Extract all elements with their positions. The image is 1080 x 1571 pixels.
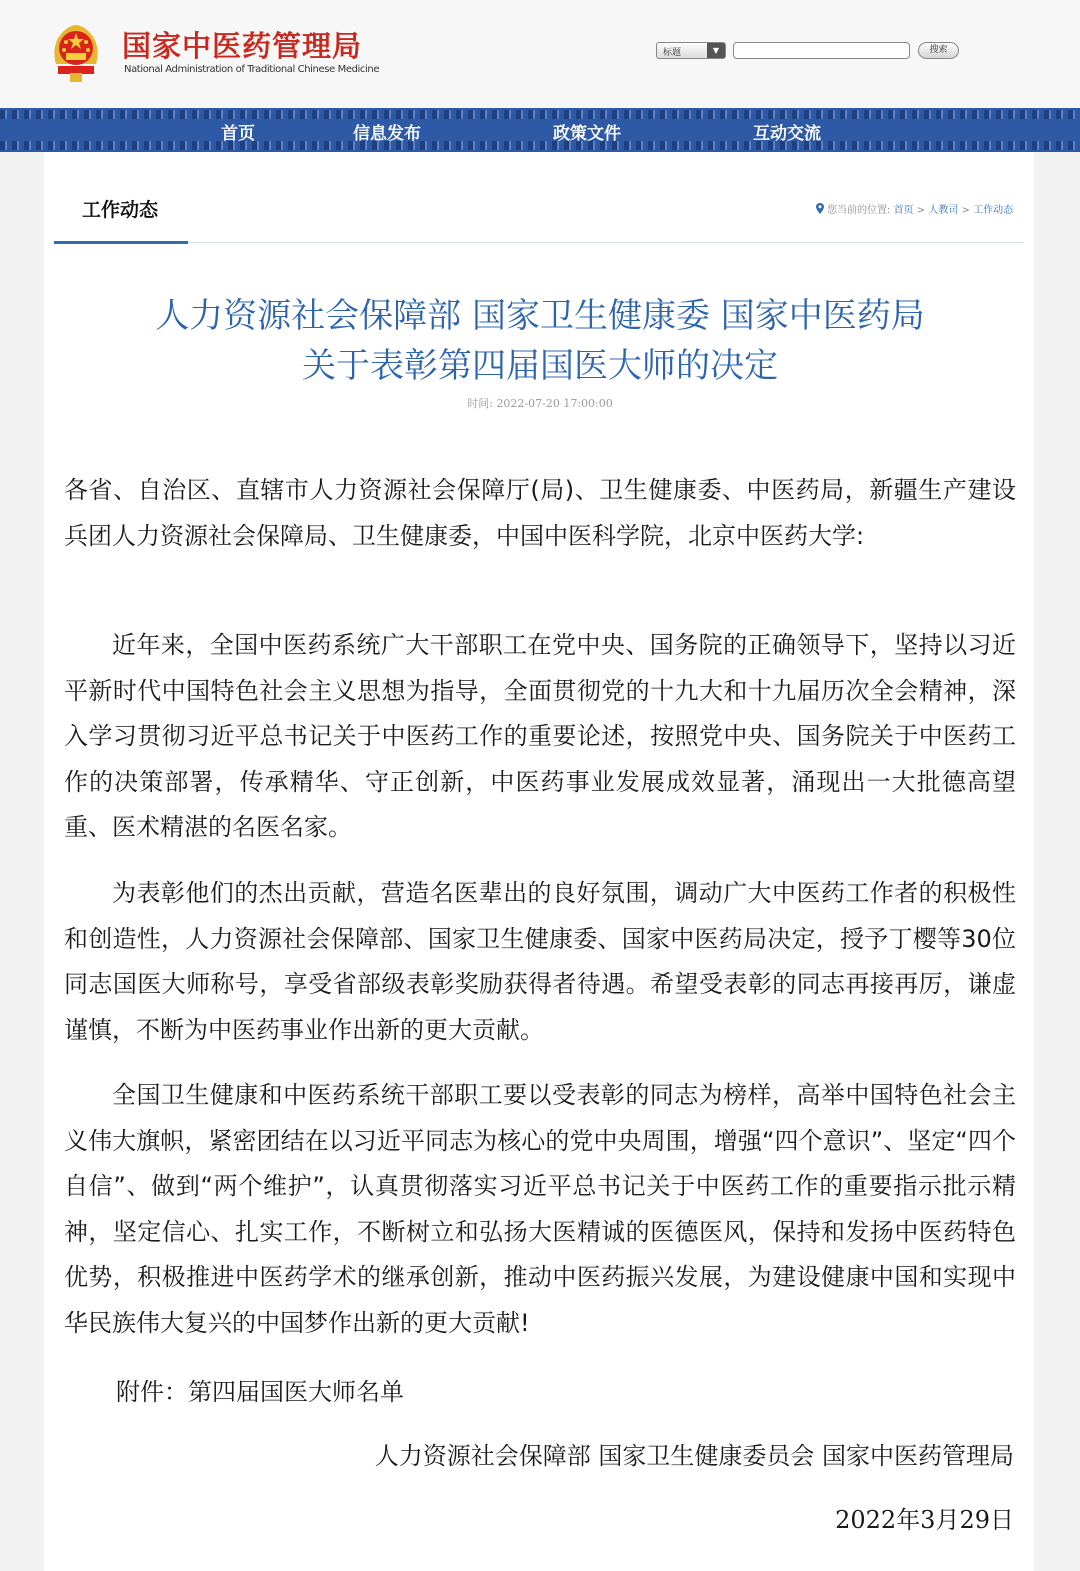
tab-active-indicator: [54, 241, 188, 244]
nav-item-news[interactable]: 信息发布: [353, 124, 421, 144]
article-paragraph: 近年来，全国中医药系统广大干部职工在党中央、国务院的正确领导下，坚持以习近平新时代中国特色社会主义思想为指导，全面贯彻党的十九大和十九届历次全会精神，深入学习贯彻习近平总书记关于中医药工作的重要论述，按照党中央、国务院关于中医药工作的决策部署，传承精华、守正创新，中医药事业发展成效显著，涌现出一大批德高望重、医术精湛的名医名家。: [64, 631, 1016, 842]
article-paragraph: 全国卫生健康和中医药系统干部职工要以受表彰的同志为榜样，高举中国特色社会主义伟大旗帜，紧密团结在以习近平同志为核心的党中央周围，增强“四个意识”、坚定“四个自信”、做到“两个维护”，认真贯彻落实习近平总书记关于中医药工作的重要指示批示精神，坚定信心、扎实工作，不断树立和弘扬大医精诚的医德医风，保持和发扬中医药特色优势，积极推进中医药学术的继承创新，推动中医药振兴发展，为建设健康中国和实现中华民族伟大复兴的中国梦作出新的更大贡献!: [64, 1081, 1016, 1337]
tab-work-news[interactable]: 工作动态: [82, 199, 159, 221]
site-header: [0, 0, 1080, 108]
article-title-line-2: 关于表彰第四届国医大师的决定: [302, 346, 778, 386]
breadcrumb-current[interactable]: 工作动态: [973, 205, 1014, 216]
nav-pattern-band: [0, 141, 1080, 150]
publish-time: [0, 395, 1080, 411]
nav-pattern-band: [0, 110, 1080, 119]
article-title-line-1: 人力资源社会保障部 国家卫生健康委 国家中医药局: [155, 296, 925, 336]
search-scope-value: 标题: [663, 48, 682, 58]
main-nav: [0, 108, 1080, 152]
location-pin-icon: [816, 203, 824, 214]
breadcrumb-separator: >: [916, 205, 926, 216]
breadcrumb: [816, 201, 1013, 216]
breadcrumb-prefix: 您当前的位置:: [827, 205, 891, 216]
chevron-down-icon[interactable]: ▼: [707, 43, 725, 58]
article-paragraph: 为表彰他们的杰出贡献，营造名医辈出的良好氛围，调动广大中医药工作者的积极性和创造性，人力资源社会保障部、国家卫生健康委、国家中医药局决定，授予丁樱等30位同志国医大师称号，享受省部级表彰奖励获得者待遇。希望受表彰的同志再接再厉，谦虚谨慎，不断为中医药事业作出新的更大贡献。: [64, 879, 1016, 1044]
breadcrumb-department[interactable]: 人教司: [928, 205, 959, 216]
publish-time-value: 2022-07-20 17:00:00: [496, 397, 613, 410]
nav-item-interaction[interactable]: 互动交流: [753, 124, 821, 144]
tab-divider: [54, 242, 1024, 243]
national-emblem-icon[interactable]: [48, 20, 104, 84]
search-input[interactable]: [733, 42, 910, 59]
search-scope-select[interactable]: [656, 42, 726, 59]
search-button[interactable]: 搜索: [918, 42, 959, 59]
breadcrumb-home[interactable]: 首页: [893, 205, 914, 216]
article-salutation: 各省、自治区、直辖市人力资源社会保障厅(局)、卫生健康委、中医药局，新疆生产建设兵团人力资源社会保障局、卫生健康委，中国中医科学院，北京中医药大学:: [64, 476, 1016, 550]
article-date: 2022年3月29日: [835, 1506, 1014, 1534]
site-subtitle: National Administration of Traditional Chinese Medicine: [124, 64, 380, 75]
publish-time-label: 时间:: [467, 397, 493, 410]
nav-item-home[interactable]: 首页: [221, 124, 255, 144]
article-attachment[interactable]: 附件：第四届国医大师名单: [116, 1378, 404, 1406]
nav-item-policy[interactable]: 政策文件: [553, 124, 621, 144]
article-signer: 人力资源社会保障部 国家卫生健康委员会 国家中医药管理局: [374, 1442, 1014, 1470]
breadcrumb-separator: >: [961, 205, 970, 216]
site-title[interactable]: 国家中医药管理局: [122, 29, 363, 63]
